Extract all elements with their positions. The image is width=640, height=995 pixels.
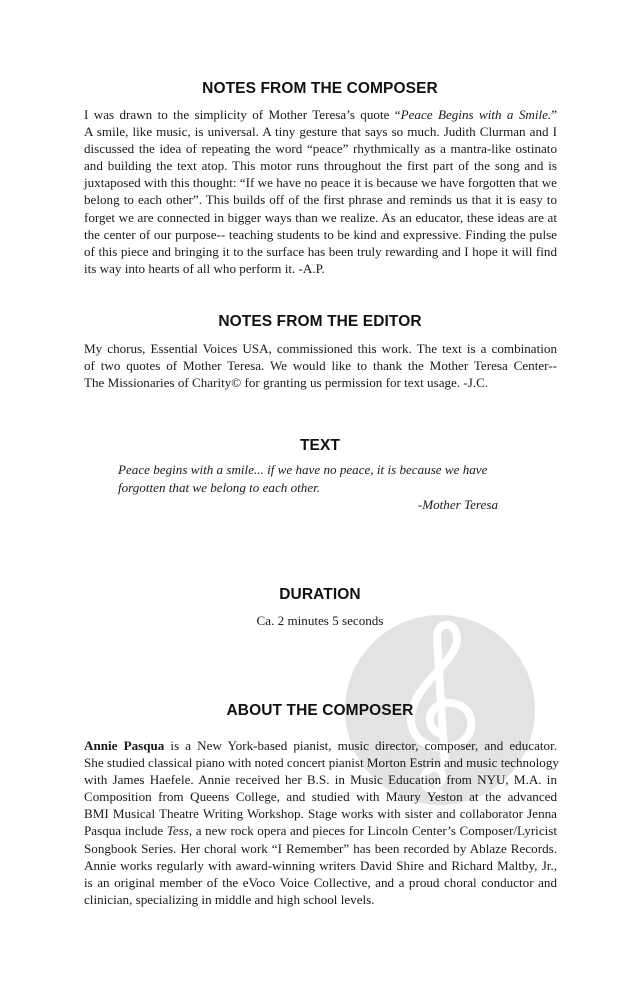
about-composer-line: BMI Musical Theatre Writing Workshop. Stage works with sister and collaborator Jenna: [84, 806, 557, 822]
composer-notes-line: forget we are connected in bigger ways than we realize. As an educator, these ideas are at: [84, 209, 557, 225]
composer-notes-line: belong to each other”. This builds off of the first phrase and reminds us that it is easy to: [84, 192, 557, 208]
text-quote: [118, 461, 498, 514]
text-quote-line: Peace begins with a smile... if we have no peace, it is because we have: [118, 462, 488, 477]
composer-notes-line: I was drawn to the simplicity of Mother Teresa’s quote “Peace Begins with a Smile.”: [84, 107, 557, 122]
editor-notes-body: [84, 340, 557, 391]
about-composer-line: clinician, specializing in middle and high school levels.: [84, 891, 375, 907]
duration-heading: DURATION: [279, 586, 361, 603]
composer-notes-line: A smile, like music, is universal. A tiny gesture that says so much. Judith Clurman and I: [84, 124, 557, 140]
text-attribution: -Mother Teresa: [417, 497, 498, 512]
composer-notes-line: of this piece and bringing it to the surface has been truly rewarding and I hope it will find: [84, 243, 557, 259]
composer-notes-line: discussed the idea of repeating the word “peace” rhythmically as a mantra-like ostinato: [84, 141, 557, 157]
about-composer-line: Pasqua include Tess, a new rock opera and pieces for Lincoln Center’s Composer/Lyricist: [84, 823, 557, 839]
editor-notes-line: of two quotes of Mother Teresa. We would like to thank the Mother Teresa Center--: [84, 358, 557, 374]
about-composer-body: [84, 737, 557, 908]
about-composer-line: Annie works regularly with award-winning writers David Shire and Richard Maltby, Jr.,: [84, 857, 557, 873]
editor-notes-heading: NOTES FROM THE EDITOR: [218, 313, 422, 330]
text-heading: TEXT: [299, 437, 340, 454]
composer-notes-line: its way into hearts of all who perform it. -A.P.: [84, 260, 325, 276]
composer-notes-line: and building the text atop. This motor runs throughout the first part of the song and is: [84, 158, 557, 174]
duration-value: Ca. 2 minutes 5 seconds: [256, 613, 384, 628]
composer-notes-line: juxtaposed with this thought: “If we have no peace it is because we have forgotten that we: [84, 175, 557, 191]
about-composer-line: She studied classical piano with noted concert pianist Morton Estrin and music technology: [84, 755, 559, 771]
text-quote-line: forgotten that we belong to each other.: [118, 479, 321, 495]
composer-notes-heading: NOTES FROM THE COMPOSER: [202, 80, 438, 97]
composer-notes-body: [84, 106, 557, 277]
about-composer-line: Songbook Series. Her choral work “I Remember” has been recorded by Ablaze Records.: [84, 840, 557, 856]
about-composer-line: Annie Pasqua is a New York-based pianist, music director, composer, and educator.: [84, 738, 557, 753]
about-composer-line: with James Haefele. Annie received her B.S. in Music Education from NYU, M.A. in: [84, 772, 557, 788]
work-title: Tess: [166, 823, 189, 839]
about-composer-heading: ABOUT THE COMPOSER: [226, 702, 414, 719]
about-composer-line: Composition from Queens College, and studied with Maury Yeston at the advanced: [84, 789, 557, 805]
composer-notes-line: the center of our purpose-- teaching students to be kind and expressive. Finding the pulse: [84, 226, 557, 242]
editor-notes-line: The Missionaries of Charity© for granting us permission for text usage. -J.C.: [84, 375, 489, 391]
editor-notes-line: My chorus, Essential Voices USA, commissioned this work. The text is a combination: [84, 341, 557, 356]
quote-title: Peace Begins with a Smile.: [400, 107, 552, 122]
composer-name: Annie Pasqua: [84, 738, 165, 753]
about-composer-line: is an original member of the eVoco Voice Collective, and a proud choral conductor and: [84, 874, 557, 890]
